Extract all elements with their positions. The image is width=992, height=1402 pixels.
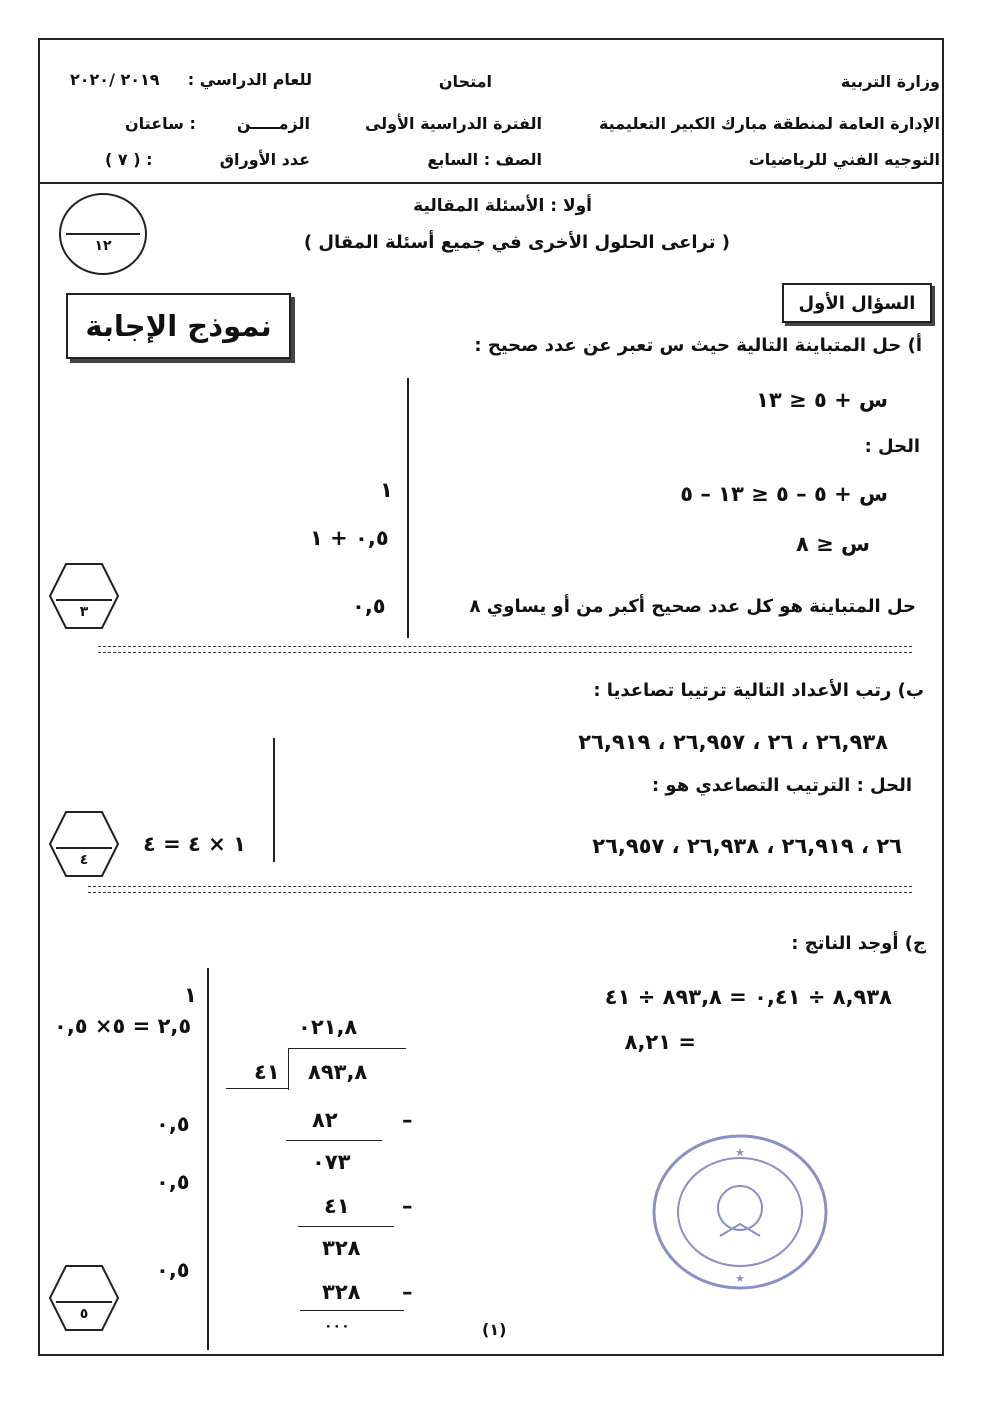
part-a-step1: س + ٥ – ٥ ≤ ١٣ – ٥ [680, 482, 888, 506]
term-label: الفترة الدراسية الأولى [364, 114, 542, 133]
model-answer-box: نموذج الإجابة [66, 293, 291, 359]
header-divider [38, 182, 944, 184]
part-a-conclusion: حل المتباينة هو كل عدد صحيح أكبر من أو يساوي ٨ [469, 596, 916, 617]
pages-label: عدد الأوراق [219, 150, 310, 169]
question-one-label: السؤال الأول [782, 283, 932, 323]
division-rem3: ٠٠٠ [324, 1318, 350, 1334]
year-value: ٢٠١٩ /٢٠٢٠ [70, 70, 160, 89]
division-quotient: ٠٢١,٨ [298, 1015, 358, 1039]
divider-2 [88, 886, 912, 893]
division-divisor: ٤١ [254, 1060, 280, 1084]
division-minus-1: – [402, 1108, 414, 1132]
part-c-mark-2: ٢,٥ = ٥× ٠,٥ [54, 1014, 192, 1038]
part-c-score: ٥ [79, 1306, 89, 1322]
part-a-step2: س ≤ ٨ [795, 532, 870, 556]
part-a-mark-1: ١ [380, 478, 393, 502]
division-sub2: ٤١ [324, 1194, 350, 1218]
part-c-marks-divider [207, 968, 209, 1350]
year-label: للعام الدراسي : [187, 70, 312, 89]
division-line-1 [286, 1140, 382, 1141]
division-bracket [288, 1048, 289, 1090]
part-c-mark-5: ٠,٥ [156, 1258, 190, 1282]
division-sub1: ٨٢ [312, 1108, 338, 1132]
division-sub3: ٣٢٨ [322, 1280, 361, 1304]
part-b-marks: ١ × ٤ = ٤ [143, 832, 246, 856]
part-c-mark-3: ٠,٥ [156, 1112, 190, 1136]
part-b-numbers: ٢٦,٩٣٨ ، ٢٦ ، ٢٦,٩٥٧ ، ٢٦,٩١٩ [578, 730, 888, 754]
part-b-prompt: ب) رتب الأعداد التالية ترتيبا تصاعديا : [593, 680, 924, 701]
time-label: الزمـــــن [236, 114, 310, 133]
part-c-mark-1: ١ [184, 983, 197, 1007]
pages-value: : ( ٧ ) [105, 150, 153, 169]
part-a-mark-2: ٠,٥ + ١ [310, 526, 389, 550]
directorate: الإدارة العامة لمنطقة مبارك الكبير التعليمية [598, 114, 940, 133]
total-score-circle [58, 192, 148, 276]
part-a-score-hexagon [48, 562, 120, 630]
division-minus-2: – [402, 1194, 414, 1218]
division-rem1: ٠٧٣ [312, 1150, 351, 1174]
division-bar [288, 1048, 406, 1049]
section-note: ( تراعى الحلول الأخرى في جميع أسئلة المقال ) [303, 232, 730, 253]
part-c-score-hexagon [48, 1264, 120, 1332]
division-dividend: ٨٩٣,٨ [308, 1060, 368, 1084]
grade-label: الصف : السابع [427, 150, 542, 169]
time-value: : ساعتان [125, 114, 196, 133]
part-c-result: = ٨,٢١ [624, 1030, 696, 1054]
supervision: التوجيه الفني للرياضيات [748, 150, 940, 169]
division-line-2 [298, 1226, 394, 1227]
part-a-score: ٣ [79, 604, 89, 620]
exam-label: امتحان [438, 72, 492, 91]
ministry: وزارة التربية [840, 72, 940, 91]
divider-1 [98, 646, 912, 653]
part-a-divider [407, 378, 409, 638]
part-b-score: ٤ [79, 852, 89, 868]
svg-text:★: ★ [735, 1146, 745, 1159]
svg-text:★: ★ [735, 1272, 745, 1285]
part-a-inequality: س + ٥ ≤ ١٣ [756, 388, 888, 412]
page-number: (١) [482, 1320, 507, 1339]
divisor-underline [226, 1088, 288, 1089]
part-a-mark-3: ٠,٥ [352, 594, 386, 618]
part-b-solution-label: الحل : الترتيب التصاعدي هو : [651, 775, 912, 796]
division-line-3 [300, 1310, 404, 1311]
part-c-mark-4: ٠,٥ [156, 1170, 190, 1194]
part-a-prompt: أ) حل المتباينة التالية حيث س تعبر عن عدد صحيح : [474, 335, 922, 356]
part-b-divider [273, 738, 275, 862]
total-score-value: ١٢ [94, 238, 112, 254]
section-title: أولا : الأسئلة المقالية [413, 196, 592, 216]
official-stamp [650, 1132, 830, 1292]
part-a-solution-label: الحل : [864, 436, 920, 457]
part-b-ordered: ٢٦ ، ٢٦,٩١٩ ، ٢٦,٩٣٨ ، ٢٦,٩٥٧ [592, 834, 902, 858]
division-minus-3: – [402, 1280, 414, 1304]
part-c-prompt: ج) أوجد الناتج : [791, 933, 926, 954]
part-c-expression: ٨,٩٣٨ ÷ ٠,٤١ = ٨٩٣,٨ ÷ ٤١ [604, 985, 892, 1009]
part-b-score-hexagon [48, 810, 120, 878]
division-rem2: ٣٢٨ [322, 1236, 361, 1260]
